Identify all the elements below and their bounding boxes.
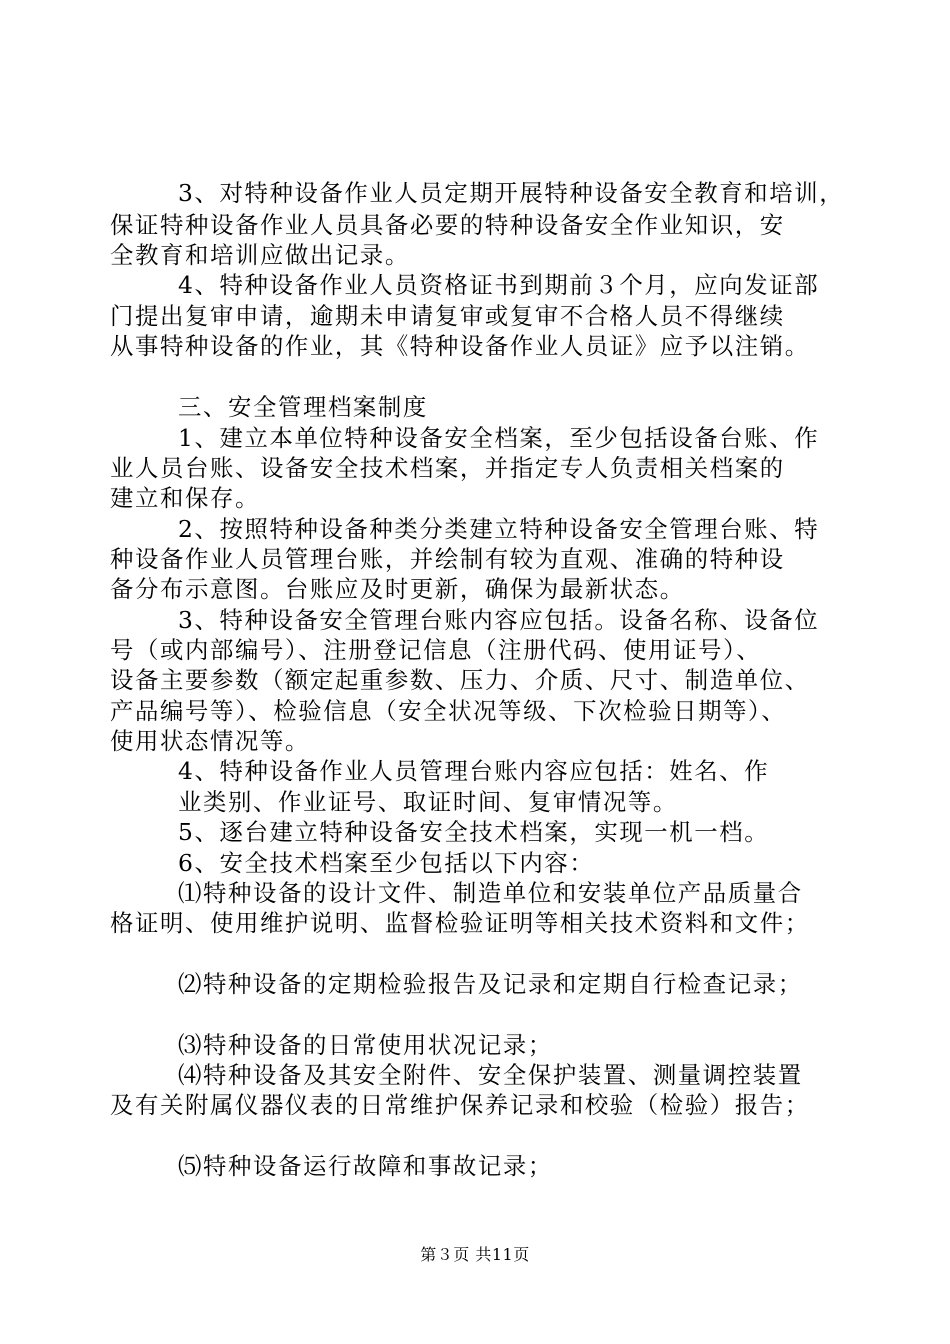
item-3-line-2: 号（或内部编号）、注册登记信息（注册代码、使用证号）、 [110,636,762,664]
paragraph-4-line-1: 4、特种设备作业人员资格证书到期前３个月，应向发证部 [178,271,820,299]
paragraph-3-line-2: 保证特种设备作业人员具备必要的特种设备安全作业知识，安 [110,211,785,239]
item-4-line-1: 4、特种设备作业人员管理台账内容应包括：姓名、作 [178,757,770,785]
subitem-1-line-1: ⑴特种设备的设计文件、制造单位和安装单位产品质量合 [178,879,803,907]
item-2-line-2: 种设备作业人员管理台账，并绘制有较为直观、准确的特种设 [110,545,785,573]
item-3-line-5: 使用状态情况等。 [110,727,310,755]
item-5-line-1: 5、逐台建立特种设备安全技术档案，实现一机一档。 [178,818,770,846]
item-4-line-2: 业类别、作业证号、取证时间、复审情况等。 [178,788,678,816]
subitem-5-line-1: ⑸特种设备运行故障和事故记录； [178,1152,553,1180]
item-2-line-3: 备分布示意图。台账应及时更新，确保为最新状态。 [110,575,685,603]
item-3-line-3: 设备主要参数（额定起重参数、压力、介质、尺寸、制造单位、 [110,666,810,694]
item-1-line-3: 建立和保存。 [110,484,260,512]
page-footer: 第３页 共11页 [420,1245,530,1264]
item-3-line-1: 3、特种设备安全管理台账内容应包括。设备名称、设备位 [178,606,820,634]
paragraph-4-line-2: 门提出复审申请，逾期未申请复审或复审不合格人员不得继续 [110,302,785,330]
section-heading: 三、安全管理档案制度 [178,393,428,421]
paragraph-3-line-1: 3、对特种设备作业人员定期开展特种设备安全教育和培训， [178,179,845,207]
item-3-line-4: 产品编号等）、检验信息（安全状况等级、下次检验日期等）、 [110,697,787,725]
subitem-3-line-1: ⑶特种设备的日常使用状况记录； [178,1031,553,1059]
item-1-line-1: 1、建立本单位特种设备安全档案，至少包括设备台账、作 [178,424,820,452]
paragraph-4-line-3: 从事特种设备的作业，其《特种设备作业人员证》应予以注销。 [110,332,810,360]
subitem-2-line-1: ⑵特种设备的定期检验报告及记录和定期自行检查记录； [178,970,803,998]
subitem-1-line-2: 格证明、使用维护说明、监督检验证明等相关技术资料和文件； [110,909,810,937]
subitem-4-line-1: ⑷特种设备及其安全附件、安全保护装置、测量调控装置 [178,1061,803,1089]
subitem-4-line-2: 及有关附属仪器仪表的日常维护保养记录和校验（检验）报告； [110,1091,810,1119]
item-2-line-1: 2、按照特种设备种类分类建立特种设备安全管理台账、特 [178,515,820,543]
item-6-line-1: 6、安全技术档案至少包括以下内容： [178,849,595,877]
item-1-line-2: 业人员台账、设备安全技术档案，并指定专人负责相关档案的 [110,454,785,482]
paragraph-3-line-3: 全教育和培训应做出记录。 [110,241,410,269]
